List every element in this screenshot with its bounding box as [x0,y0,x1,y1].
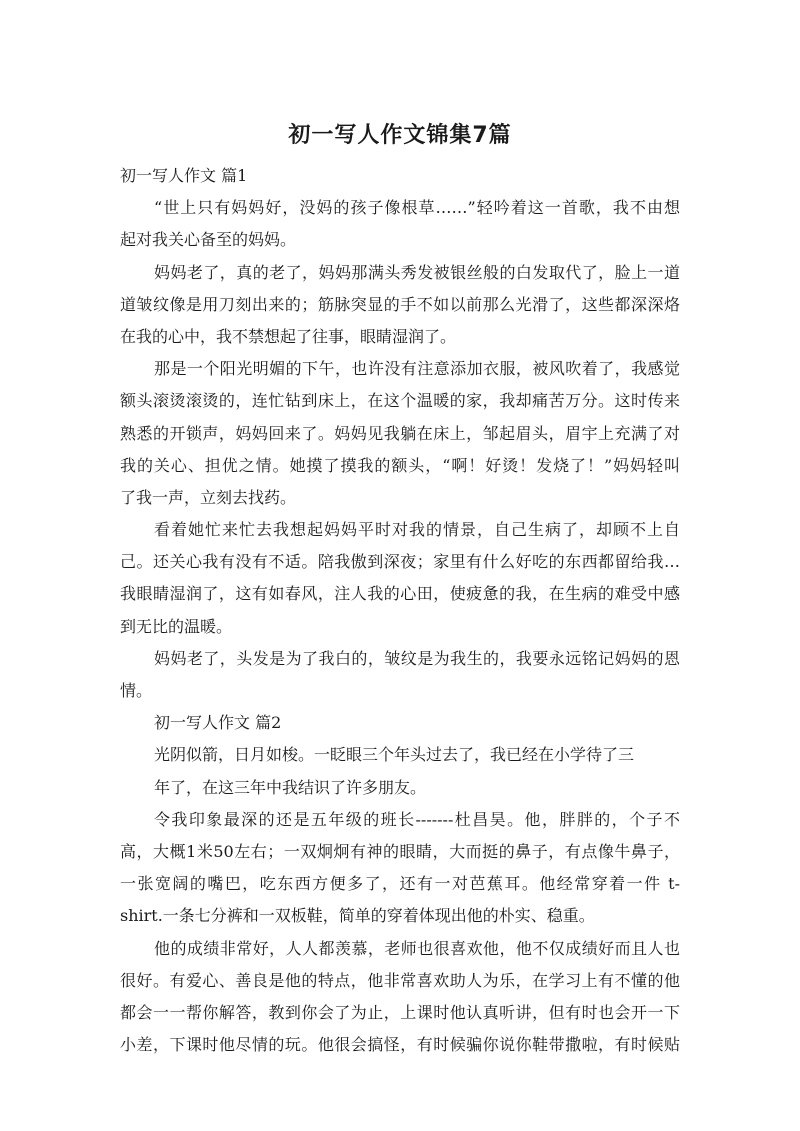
text-line: 都会一一帮你解答，教到你会了为止，上课时他认真听讲，但有时也会开一下 [120,1002,680,1022]
text-line: 初一写人作文 篇1 [120,166,248,185]
text-line: 年了，在这三年中我结识了许多朋友。 [154,777,427,797]
text-line: 那是一个阳光明媚的下午，也许没有注意添加衣服，被风吹着了，我感觉 [154,359,680,379]
text-line: 令我印象最深的还是五年级的班长-------杜昌昊。他，胖胖的，个子不 [154,809,680,829]
text-line: 在我的心中，我不禁想起了往事，眼睛湿润了。 [120,326,457,346]
text-line: “世上只有妈妈好，没妈的孩子像根草……”轻吟着这一首歌，我不由想 [154,198,680,218]
text-line: 看着她忙来忙去我想起妈妈平时对我的情景，自己生病了，却顾不上自 [154,520,680,540]
text-line: 到无比的温暖。 [120,616,233,636]
text-line: 我眼睛湿润了，这有如春风，注人我的心田，使疲惫的我，在生病的难受中感 [120,584,680,604]
text-line: 很好。有爱心、善良是他的特点，他非常喜欢助人为乐，在学习上有不懂的他 [120,970,680,990]
text-line: 妈妈老了，真的老了，妈妈那满头秀发被银丝般的白发取代了，脸上一道 [154,262,680,282]
text-line: 道皱纹像是用刀刻出来的；筋脉突显的手不如以前那么光滑了，这些都深深烙 [120,294,680,314]
text-line: 熟悉的开锁声，妈妈回来了。妈妈见我躺在床上，邹起眉头，眉宇上充满了对 [120,423,680,443]
text-line: 他的成绩非常好，人人都羡慕，老师也很喜欢他，他不仅成绩好而且人也 [154,938,680,958]
text-line: 光阴似箭，日月如梭。一眨眼三个年头过去了，我已经在小学待了三 [154,745,635,765]
text-line: 了我一声，立刻去找药。 [120,487,297,507]
text-line: 我的关心、担优之情。她摸了摸我的额头，“啊！好烫！发烧了！”妈妈轻叫 [120,455,680,475]
text-line: 高，大概1米50左右；一双炯炯有神的眼睛，大而挺的鼻子，有点像牛鼻子， [120,841,680,861]
document-body [120,160,680,1061]
text-line: 情。 [120,681,153,700]
text-line: 额头滚烫滚烫的，连忙钻到床上，在这个温暖的家，我却痛苦万分。这时传来 [120,391,680,411]
text-line: 己。还关心我有没有不适。陪我傲到深夜；家里有什么好吃的东西都留给我… [120,552,680,572]
document-title: 初一写人作文锦集7篇 [288,123,512,148]
text-line: 起对我关心备至的妈妈。 [120,230,297,250]
text-line: 妈妈老了，头发是为了我白的，皱纹是为我生的，我要永远铭记妈妈的恩 [154,648,680,668]
text-line: 一张宽阔的嘴巴，吃东西方便多了，还有一对芭蕉耳。他经常穿着一件 t- [120,874,680,894]
text-line: 小差，下课时他尽情的玩。他很会搞怪，有时候骗你说你鞋带撒啦，有时候贴 [120,1035,680,1055]
text-line: 初一写人作文 篇2 [154,713,282,733]
text-line: shirt.一条七分裤和一双板鞋，简单的穿着体现出他的朴实、稳重。 [120,906,595,926]
